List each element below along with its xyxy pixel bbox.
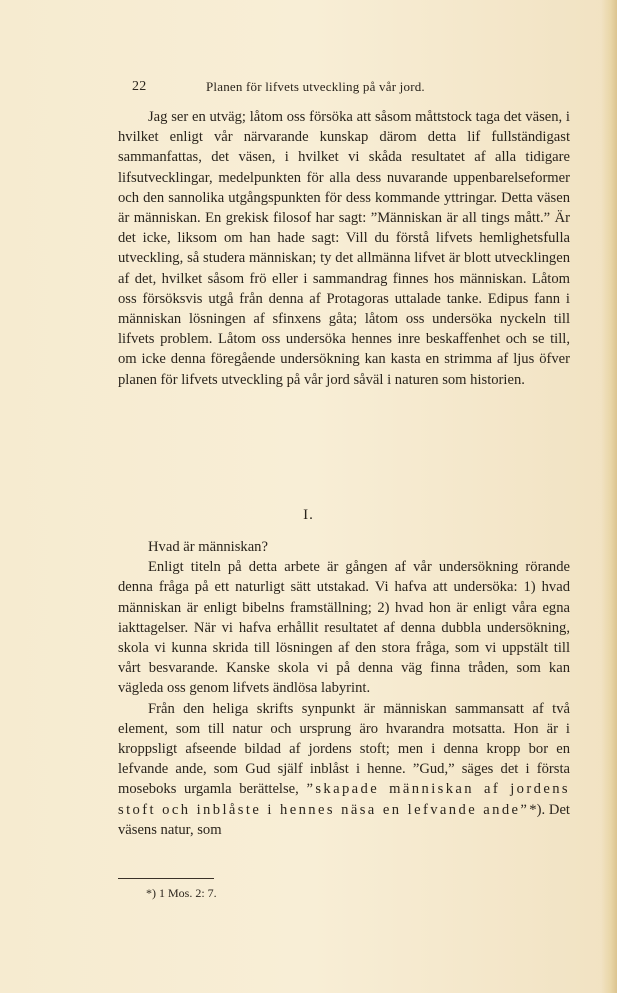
scripture-quote: ”skapade människan af jordens stoft och inblåste i hennes näsa en lefvande ande”: [118, 781, 570, 818]
paragraph-2-end: Det väsens natur, som: [118, 801, 570, 838]
footnote-rule: [118, 878, 214, 879]
section-text: [118, 537, 570, 840]
page-edge-shadow: [601, 0, 617, 993]
section-paragraph-2: [118, 699, 570, 840]
footnote-marker: *).: [529, 801, 546, 818]
running-title: Planen för lifvets utveckling på vår jord.: [206, 79, 425, 94]
section-heading: I.: [303, 507, 314, 523]
intro-text: [118, 107, 570, 390]
footnote: *) 1 Mos. 2: 7.: [146, 886, 217, 900]
paragraph-2-start: Från den heliga skrifts synpunkt är människan sammansatt af två element, som till natur och ursprung äro hvarandra motsatta. Hon är i kroppsligt afseende bildad af jordens stoft; men i denna kropp bor en lefvande ande, som Gud själf inblåst i henne. ”Gud,” säges det i första moseboks urgamla berättelse,: [118, 700, 570, 798]
page-number: 22: [132, 79, 147, 94]
intro-paragraph: Jag ser en utväg; låtom oss försöka att såsom måttstock taga det väsen, i hvilket enligt vår närvarande kunskap därom detta lif fullständigast sammanfattas, det väsen, i hvilket vi skåda resultatet af alla tidigare lifsutvecklingar, medelpunkten för alla dess nuvarande uppenbarelseformer och den sannolika utgångspunkten för dess kommande yttringar. Detta väsen är människan. En grekisk filosof har sagt: ”Människan är all tings mått.” Är det icke, liksom om han hade sagt: Vill du förstå lifvets hemlighetsfulla utveckling, så studera människan; ty det allmänna lifvet är blott utvecklingen af det, hvilket såsom frö eller i sammandrag finnes hos människan. Låtom oss försöksvis utgå från denna af Protagoras uttalade tanke. Edipus fann i människan lösningen af sfinxens gåta; låtom oss undersöka nyckeln till lifvets problem. Låtom oss undersöka hennes inre beskaffenhet och se till, om icke denna föregående undersökning kan kasta en strimma af ljus öfver planen för lifvets utveckling på vår jord såväl i naturen som historien.: [118, 109, 570, 388]
section-question: Hvad är människan?: [148, 539, 268, 555]
section-paragraph-1: Enligt titeln på detta arbete är gången af vår undersökning rörande denna fråga på ett naturligt sätt utstakad. Vi hafva att undersöka: 1) hvad människan är enligt bibelns framställning; 2) hvad hon är enligt våra egna iakttagelser. När vi hafva erhållit resultatet af denna dubbla undersökning, skola vi kunna skrida till lösningen af den stora fråga, som vi uppstält till vårt besvarande. Kanske skola vi på denna väg finna tråden, som kan vägleda oss genom lifvets ändlösa labyrint.: [118, 559, 570, 697]
